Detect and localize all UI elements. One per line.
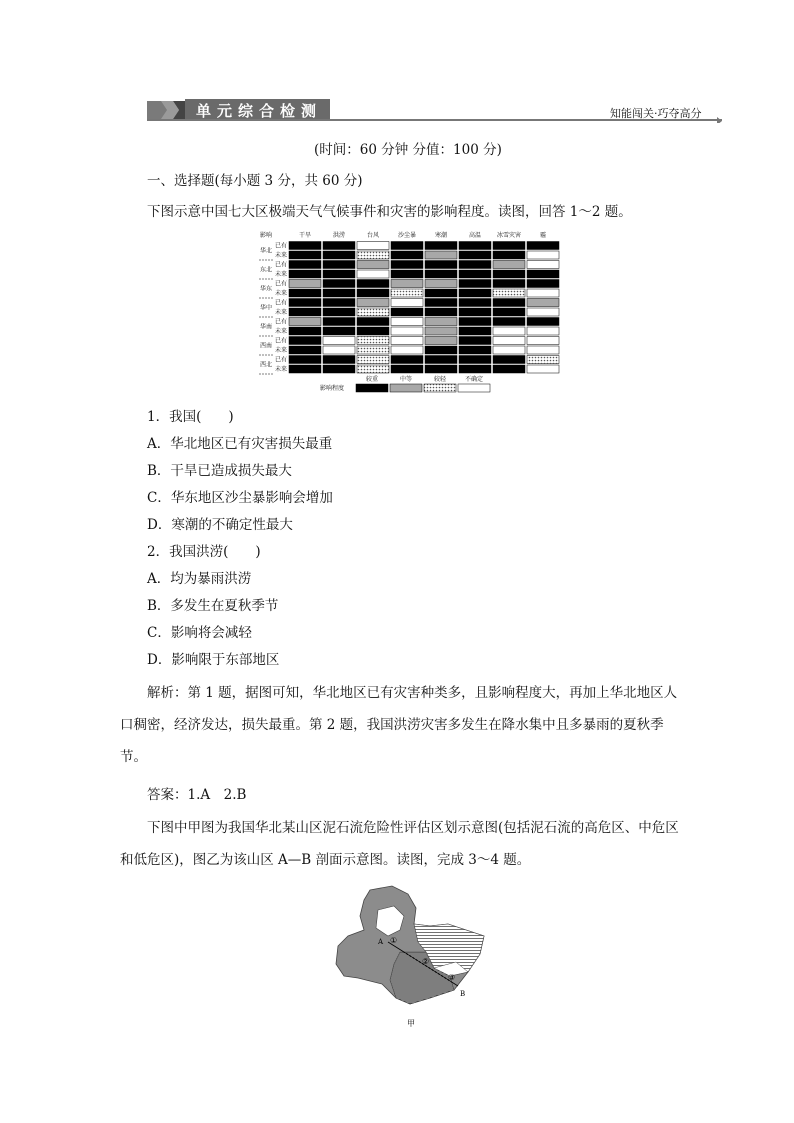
row-label-future: 未来 <box>275 309 288 316</box>
impact-cell <box>391 242 423 250</box>
q2-option-c: C．影响将会减轻 <box>147 625 252 641</box>
impact-cell <box>425 327 457 335</box>
impact-cell <box>459 289 491 297</box>
impact-cell <box>425 280 457 288</box>
impact-cell <box>357 280 389 288</box>
impact-cell <box>357 251 389 259</box>
impact-cell <box>527 308 559 316</box>
impact-cell <box>425 242 457 250</box>
impact-cell <box>391 308 423 316</box>
impact-cell <box>425 365 457 373</box>
header-tagline: 知能闯关·巧夺高分 <box>610 107 702 120</box>
section-heading: 一、选择题(每小题 3 分，共 60 分) <box>147 173 363 189</box>
region-label: 华南 <box>260 323 273 331</box>
impact-cell <box>357 242 389 250</box>
impact-cell <box>527 365 559 373</box>
legend-swatch <box>390 384 422 392</box>
marker-3: ③ <box>448 973 456 982</box>
impact-cell <box>493 365 525 373</box>
impact-cell <box>527 318 559 326</box>
row-label-existing: 已有 <box>275 242 288 250</box>
impact-cell <box>527 280 559 288</box>
impact-cell <box>493 289 525 297</box>
table-corner-label: 影响 <box>260 232 273 239</box>
impact-table-figure <box>258 230 564 400</box>
impact-cell <box>425 289 457 297</box>
row-label-existing: 已有 <box>275 261 288 269</box>
impact-cell <box>493 242 525 250</box>
row-label-future: 未来 <box>275 252 288 259</box>
table-column-header: 冰雪灾害 <box>496 232 522 239</box>
debris-flow-map <box>330 880 490 1030</box>
impact-cell <box>289 365 321 373</box>
impact-cell <box>357 299 389 307</box>
impact-cell <box>391 270 423 278</box>
q1-option-b: B．干旱已造成损失最大 <box>147 463 292 479</box>
impact-cell <box>425 251 457 259</box>
row-label-future: 未来 <box>275 347 288 354</box>
impact-cell <box>391 261 423 269</box>
impact-cell <box>459 337 491 345</box>
impact-cell <box>459 251 491 259</box>
impact-cell <box>459 308 491 316</box>
impact-cell <box>289 327 321 335</box>
impact-cell <box>289 242 321 250</box>
impact-cell <box>289 270 321 278</box>
marker-2: ② <box>422 957 430 966</box>
table-column-header: 干旱 <box>298 232 312 239</box>
region-label: 华中 <box>260 304 273 312</box>
map-caption: 甲 <box>407 1019 415 1028</box>
impact-cell <box>323 327 355 335</box>
exam-meta: (时间：60 分钟 分值：100 分) <box>314 142 502 158</box>
impact-cell <box>289 356 321 364</box>
impact-cell <box>425 346 457 354</box>
impact-cell <box>527 261 559 269</box>
impact-cell <box>289 318 321 326</box>
legend-label: 较轻 <box>433 376 447 383</box>
impact-cell <box>289 299 321 307</box>
impact-cell <box>289 346 321 354</box>
impact-cell <box>323 251 355 259</box>
impact-cell <box>357 261 389 269</box>
row-label-existing: 已有 <box>275 318 288 326</box>
point-a-label: A <box>378 938 384 946</box>
section-title: 单元综合检测 <box>196 102 323 120</box>
impact-cell <box>527 251 559 259</box>
legend-title: 影响程度 <box>320 385 345 392</box>
impact-cell <box>493 299 525 307</box>
impact-cell <box>391 251 423 259</box>
impact-cell <box>289 289 321 297</box>
impact-cell <box>391 280 423 288</box>
impact-cell <box>493 251 525 259</box>
impact-cell <box>357 318 389 326</box>
impact-cell <box>357 356 389 364</box>
impact-cell <box>493 280 525 288</box>
impact-cell <box>391 337 423 345</box>
impact-cell <box>459 346 491 354</box>
legend-swatch <box>458 384 490 392</box>
impact-cell <box>459 270 491 278</box>
region-label: 西南 <box>260 342 273 350</box>
impact-cell <box>459 327 491 335</box>
impact-cell <box>391 299 423 307</box>
impact-cell <box>425 299 457 307</box>
row-label-existing: 已有 <box>275 299 288 307</box>
impact-cell <box>527 242 559 250</box>
impact-cell <box>527 356 559 364</box>
q2-option-d: D．影响限于东部地区 <box>147 652 280 668</box>
row-label-future: 未来 <box>275 271 288 278</box>
q1-option-d: D．寒潮的不确定性最大 <box>147 517 293 533</box>
impact-cell <box>323 242 355 250</box>
impact-cell <box>323 270 355 278</box>
impact-cell <box>357 327 389 335</box>
impact-cell <box>391 346 423 354</box>
q1-option-a: A．华北地区已有灾害损失最重 <box>147 436 333 452</box>
impact-cell <box>357 308 389 316</box>
impact-cell <box>323 299 355 307</box>
impact-cell <box>425 337 457 345</box>
impact-cell <box>527 346 559 354</box>
impact-cell <box>459 365 491 373</box>
q2-stem: 2．我国洪涝( ) <box>147 544 261 560</box>
impact-cell <box>289 337 321 345</box>
impact-cell <box>459 318 491 326</box>
impact-cell <box>323 346 355 354</box>
impact-cell <box>425 356 457 364</box>
impact-cell <box>459 280 491 288</box>
region-label: 东北 <box>260 266 273 274</box>
impact-cell <box>493 356 525 364</box>
impact-cell <box>527 289 559 297</box>
row-label-future: 未来 <box>275 290 288 297</box>
marker-1: ① <box>390 936 398 945</box>
row-label-future: 未来 <box>275 366 288 373</box>
row-label-existing: 已有 <box>275 280 288 288</box>
analysis-text: 解析：第 1 题，据图可知，华北地区已有灾害种类多，且影响程度大，再加上华北地区人口稠密，经济发达，损失最重。第 2 题，我国洪涝灾害多发生在降水集中且多暴雨的夏秋季节。 <box>120 685 678 765</box>
impact-cell <box>357 337 389 345</box>
impact-cell <box>391 327 423 335</box>
impact-cell <box>493 261 525 269</box>
impact-cell <box>289 251 321 259</box>
impact-cell <box>527 337 559 345</box>
impact-cell <box>493 318 525 326</box>
impact-cell <box>493 270 525 278</box>
row-label-existing: 已有 <box>275 337 288 345</box>
impact-cell <box>323 308 355 316</box>
impact-cell <box>323 318 355 326</box>
table-column-header: 台风 <box>366 232 380 239</box>
region-label: 华东 <box>260 285 273 293</box>
table-column-header: 霾 <box>539 232 547 239</box>
legend-swatch <box>424 384 456 392</box>
impact-cell <box>323 280 355 288</box>
row-label-existing: 已有 <box>275 356 288 364</box>
impact-cell <box>357 289 389 297</box>
impact-cell <box>323 356 355 364</box>
legend-label: 较重 <box>365 376 379 383</box>
impact-cell <box>459 299 491 307</box>
impact-cell <box>357 270 389 278</box>
impact-cell <box>527 299 559 307</box>
row-label-future: 未来 <box>275 328 288 335</box>
q2-option-b: B．多发生在夏秋季节 <box>147 598 279 614</box>
region-label: 西北 <box>260 361 273 369</box>
impact-cell <box>289 280 321 288</box>
impact-cell <box>425 308 457 316</box>
impact-cell <box>425 318 457 326</box>
impact-cell <box>323 365 355 373</box>
point-b-label: B <box>460 990 466 998</box>
impact-cell <box>323 261 355 269</box>
table-column-header: 洪涝 <box>332 232 346 239</box>
legend-label: 不确定 <box>464 376 484 383</box>
table-column-header: 寒潮 <box>434 232 448 239</box>
impact-cell <box>323 337 355 345</box>
impact-cell <box>527 270 559 278</box>
impact-cell <box>493 337 525 345</box>
impact-cell <box>391 318 423 326</box>
impact-cell <box>527 327 559 335</box>
legend-swatch <box>356 384 388 392</box>
q2-option-a: A．均为暴雨洪涝 <box>147 571 252 587</box>
impact-cell <box>459 242 491 250</box>
impact-cell <box>391 289 423 297</box>
impact-cell <box>323 289 355 297</box>
intro-text-2: 下图中甲图为我国华北某山区泥石流危险性评估区划示意图(包括泥石流的高危区、中危区和低危区)，图乙为该山区 A—B 剖面示意图。读图，完成 3～4 题。 <box>120 820 679 868</box>
answer-text: 答案：1.A 2.B <box>147 787 247 803</box>
impact-cell <box>289 308 321 316</box>
impact-cell <box>357 365 389 373</box>
q1-option-c: C．华东地区沙尘暴影响会增加 <box>147 490 333 506</box>
impact-cell <box>391 365 423 373</box>
impact-cell <box>357 346 389 354</box>
impact-cell <box>425 261 457 269</box>
region-label: 华北 <box>260 247 273 255</box>
intro-text-1: 下图示意中国七大区极端天气气候事件和灾害的影响程度。读图，回答 1～2 题。 <box>147 204 632 220</box>
legend-label: 中等 <box>399 376 413 383</box>
q1-stem: 1．我国( ) <box>147 409 234 425</box>
impact-cell <box>459 261 491 269</box>
impact-cell <box>425 270 457 278</box>
impact-cell <box>391 356 423 364</box>
table-column-header: 高温 <box>468 232 482 239</box>
impact-cell <box>493 308 525 316</box>
impact-cell <box>459 356 491 364</box>
impact-cell <box>289 261 321 269</box>
table-column-header: 沙尘暴 <box>397 232 417 239</box>
impact-cell <box>493 327 525 335</box>
impact-cell <box>493 346 525 354</box>
